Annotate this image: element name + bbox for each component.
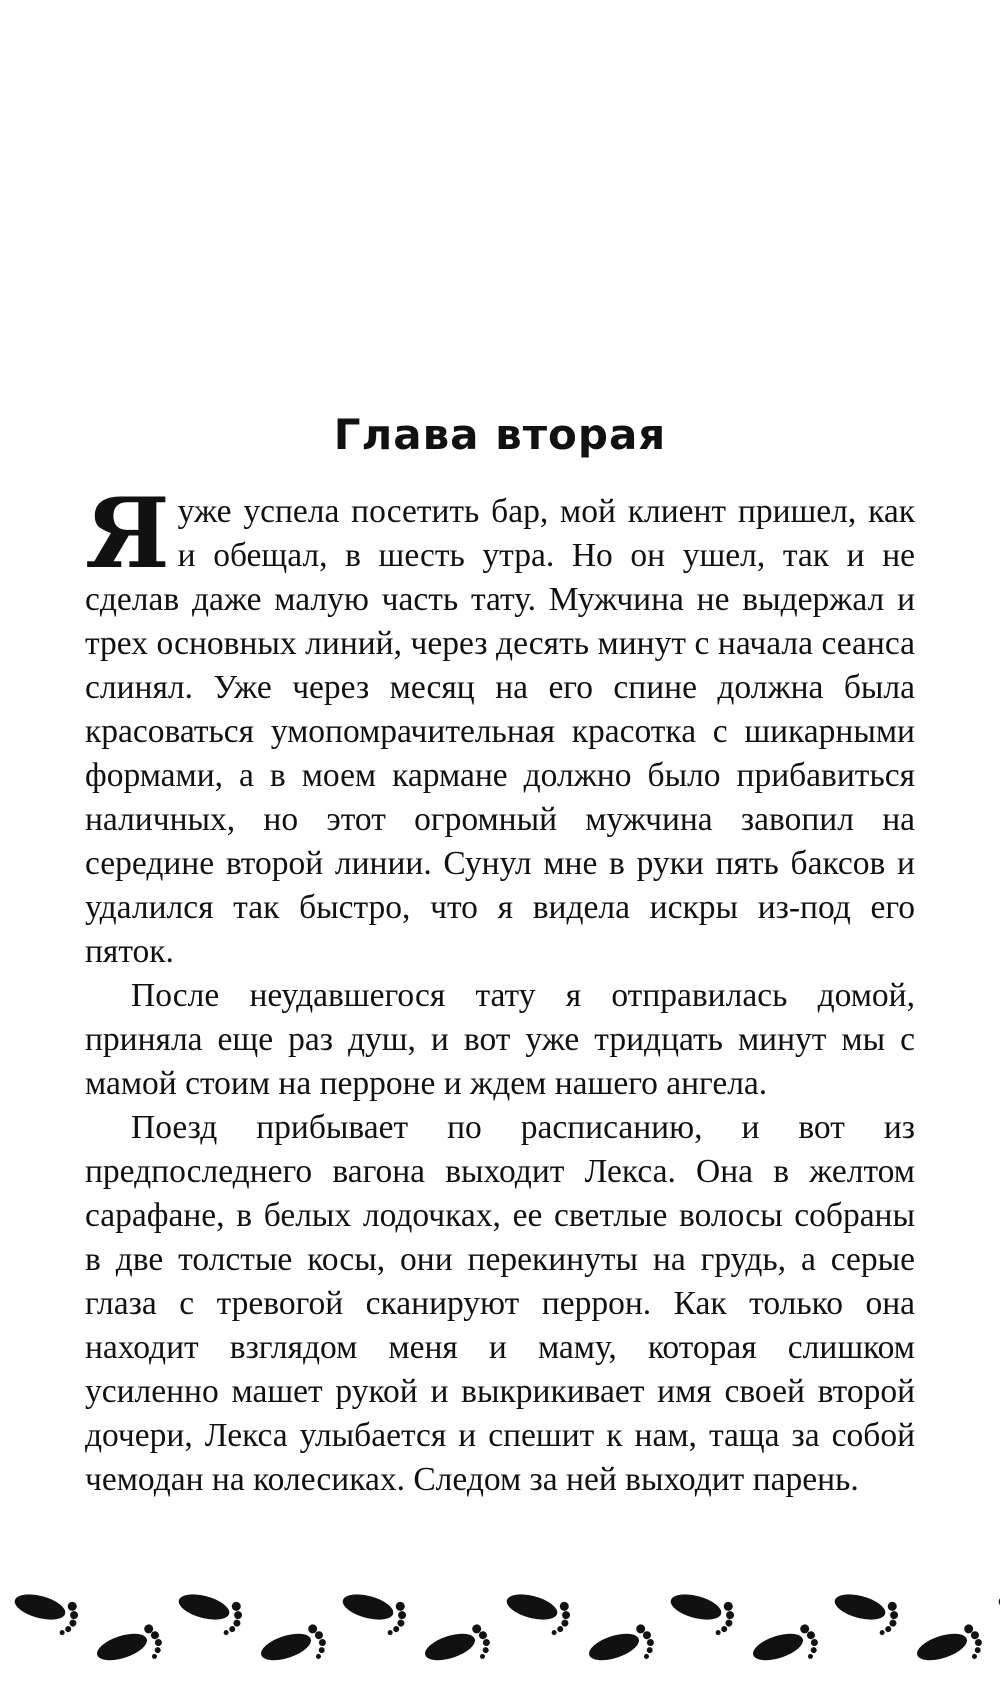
paragraph-1 [85,477,915,974]
footprint-mark [257,1622,330,1676]
footprint-mark [9,1587,81,1638]
footprint-mark [749,1622,822,1676]
paragraph-3: Поезд прибывает по расписанию, и вот из предпоследнего вагона выходит Лекса. Она в желтом сарафане, в белых лодочках, ее светлые волосы собраны в две толстые косы, они перекинуты на грудь, а серые глаза с тревогой сканируют перрон. Как только она находит взглядом меня и маму, которая слишком усиленно машет рукой и выкрикивает имя своей второй дочери, Лекса улыбается и спешит к нам, таща за собой чемодан на колесиках. Следом за ней выходит парень. [85,1109,915,1498]
paragraph-1-text: уже успела посетить бар, мой клиент пришел, как и обещал, в шесть утра. Но он ушел, так и не сделав даже малую часть тату. Мужчина не выдержал и трех основных линий, через десять минут с начала сеанса слинял. Уже через месяц на его спине должна была красоваться умопомрачительная красотка с шикарными формами, а в моем кармане должно было прибавиться наличных, но этот огромный мужчина завопил на середине второй линии. Сунул мне в руки пять баксов и удалился так быстро, что я видела искры из-под его пяток. [85,493,915,970]
footprint-mark [337,1587,409,1638]
footprint-mark [173,1587,245,1638]
chapter-body [85,477,915,1502]
chapter-title: Глава вторая [333,410,667,459]
footprints-icon [0,1575,1000,1685]
footprint-mark [829,1587,901,1638]
footprint-mark [913,1622,986,1676]
paragraph-2: После неудавшегося тату я отправилась домой, приняла еще раз душ, и вот уже тридцать минут мы с мамой стоим на перроне и ждем нашего ангела. [85,977,915,1102]
footprint-mark [585,1622,658,1676]
footprint-mark [501,1587,573,1638]
footprint-mark [993,1587,1000,1638]
drop-cap: Я [85,477,170,590]
footprint-mark [421,1622,494,1676]
footprint-mark [93,1622,166,1676]
footprint-mark [665,1587,737,1638]
